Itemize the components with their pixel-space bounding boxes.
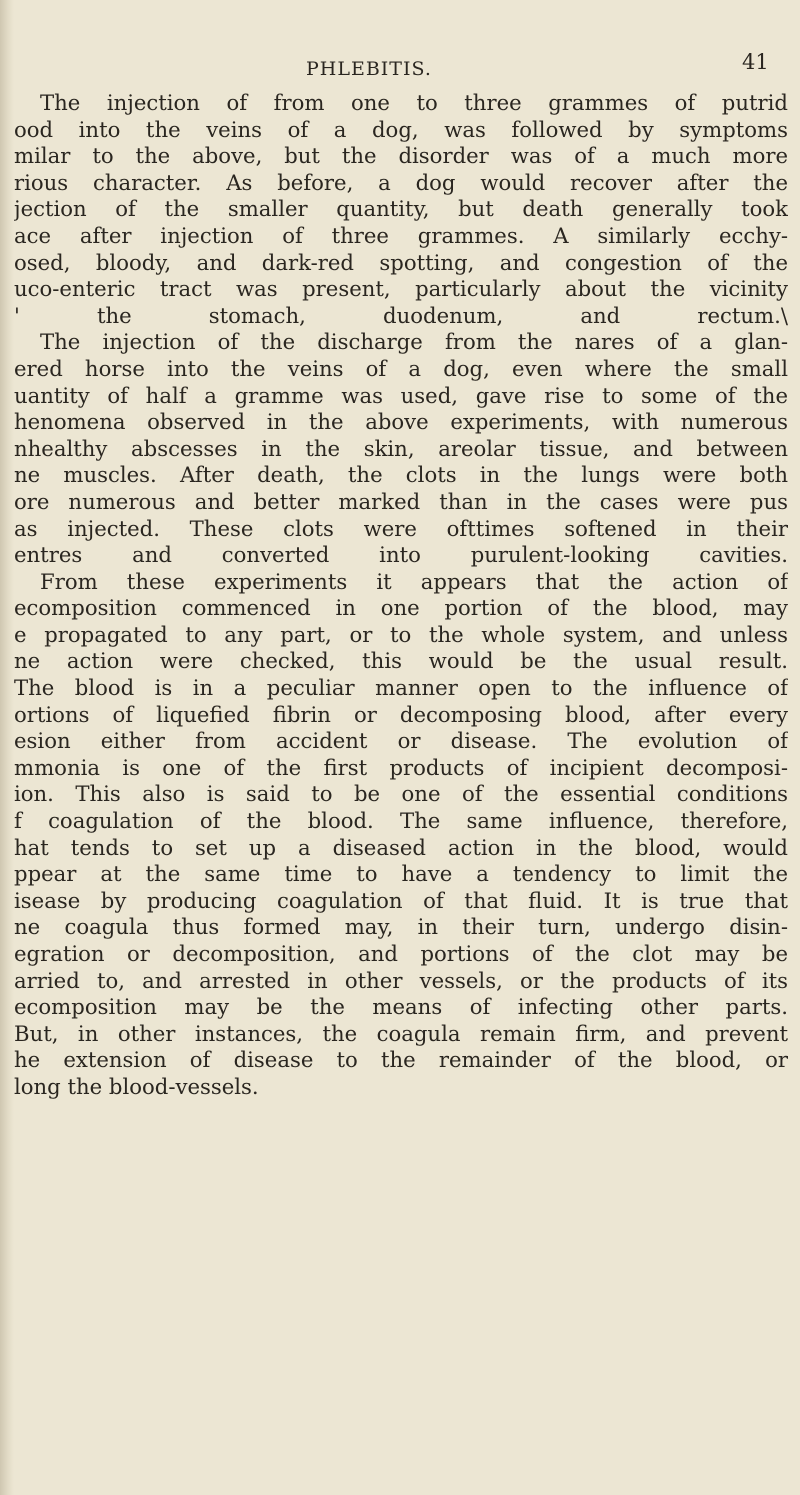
text-line: ecomposition commenced in one portion of the blood, may bbox=[14, 595, 788, 621]
text-line: esion either from accident or disease. The evolution of bbox=[14, 728, 788, 754]
text-line: ood into the veins of a dog, was followed by symptoms bbox=[14, 116, 788, 142]
page-number: 41 bbox=[742, 50, 769, 74]
text-line: The blood is in a peculiar manner open to the influence of bbox=[14, 675, 788, 701]
text-line: ne action were checked, this would be the usual result. bbox=[14, 648, 788, 674]
text-line: jection of the smaller quantity, but death generally took bbox=[14, 196, 788, 222]
text-line: uco-enteric tract was present, particularly about the vicinity bbox=[14, 276, 788, 302]
text-line: arried to, and arrested in other vessels, or the products of its bbox=[14, 967, 788, 993]
text-line: isease by producing coagulation of that fluid. It is true that bbox=[14, 887, 788, 913]
text-line: ore numerous and better marked than in the cases were pus bbox=[14, 488, 788, 514]
text-line: ecomposition may be the means of infecting other parts. bbox=[14, 994, 788, 1020]
text-line: egration or decomposition, and portions of the clot may be bbox=[14, 941, 788, 966]
text-line: ' the stomach, duodenum, and rectum.\ bbox=[14, 302, 788, 328]
text-line: hat tends to set up a diseased action in the blood, would bbox=[14, 834, 788, 860]
text-line: osed, bloody, and dark-red spotting, and congestion of the bbox=[14, 249, 788, 275]
text-line: ne muscles. After death, the clots in the lungs were both bbox=[14, 462, 788, 488]
text-line: The injection of the discharge from the nares of a glan- bbox=[40, 329, 788, 355]
text-line: The injection of from one to three grammes of putrid bbox=[40, 90, 788, 115]
text-line: But, in other instances, the coagula remain firm, and prevent bbox=[14, 1020, 788, 1046]
text-line: ne coagula thus formed may, in their turn, undergo disin- bbox=[14, 914, 788, 940]
text-line: milar to the above, but the disorder was of a much more bbox=[14, 143, 788, 169]
text-line: ion. This also is said to be one of the essential conditions bbox=[14, 781, 788, 807]
text-line: as injected. These clots were ofttimes softened in their bbox=[14, 515, 788, 541]
body-text bbox=[0, 90, 800, 1101]
text-line: ortions of liquefied fibrin or decomposing blood, after every bbox=[14, 701, 788, 727]
text-line: henomena observed in the above experiments, with numerous bbox=[14, 409, 788, 435]
text-line: uantity of half a gramme was used, gave rise to some of the bbox=[14, 382, 788, 408]
text-line: mmonia is one of the first products of incipient decomposi- bbox=[14, 754, 788, 780]
text-line: he extension of disease to the remainder of the blood, or bbox=[14, 1047, 788, 1073]
text-line: e propagated to any part, or to the whole system, and unless bbox=[14, 621, 788, 647]
text-line: ppear at the same time to have a tendency to limit the bbox=[14, 861, 788, 887]
running-head: PHLEBITIS. bbox=[306, 58, 432, 80]
text-line: long the blood-vessels. bbox=[14, 1073, 259, 1099]
text-line: rious character. As before, a dog would recover after the bbox=[14, 169, 788, 195]
text-line: ered horse into the veins of a dog, even where the small bbox=[14, 355, 788, 381]
text-line: nhealthy abscesses in the skin, areolar tissue, and between bbox=[14, 435, 788, 461]
text-line: From these experiments it appears that the action of bbox=[40, 568, 788, 594]
text-line: f coagulation of the blood. The same influence, therefore, bbox=[14, 808, 788, 834]
page-header bbox=[0, 48, 800, 82]
text-line: ace after injection of three grammes. A similarly ecchy- bbox=[14, 222, 788, 248]
text-line: entres and converted into purulent-looking cavities. bbox=[14, 542, 788, 568]
